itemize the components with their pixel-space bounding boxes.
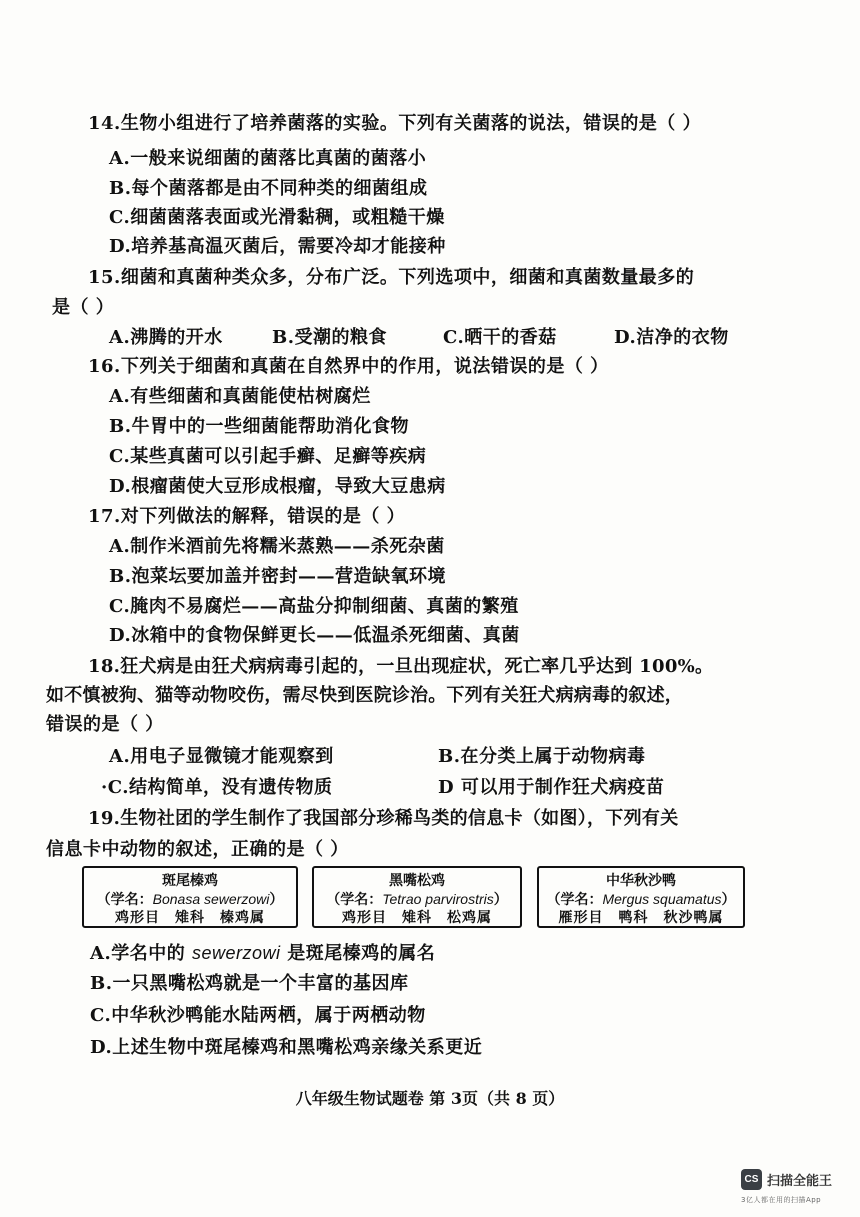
card-bird-name: 中华秋沙鸭 [606,873,676,889]
q14-option-c: C.细菌菌落表面或光滑黏稠，或粗糙干燥 [109,207,445,228]
q18-option-b: B.在分类上属于动物病毒 [438,746,646,767]
card-bird-name: 斑尾榛鸡 [162,873,218,889]
q18-option-d: D 可以用于制作狂犬病疫苗 [438,777,665,798]
card-taxonomy: 鸡形目 雉科 松鸡属 [342,910,492,926]
q17-option-b: B.泡菜坛要加盖并密封——营造缺氧环境 [109,566,446,587]
q18-option-a: A.用电子显微镜才能观察到 [109,746,334,767]
q17-option-d: D.冰箱中的食物保鲜更长——低温杀死细菌、真菌 [109,625,520,646]
q19-option-c: C.中华秋沙鸭能水陆两栖，属于两栖动物 [90,1005,426,1026]
q14-option-a: A.一般来说细菌的菌落比真菌的菌落小 [109,148,427,169]
watermark-app-name: 扫描全能王 [767,1174,833,1189]
q17-stem: 17.对下列做法的解释，错误的是（ ） [88,506,406,527]
q18-stem-line1: 18.狂犬病是由狂犬病病毒引起的，一旦出现症状，死亡率几乎达到 100%。 [88,656,714,677]
q16-option-c: C.某些真菌可以引起手癣、足癣等疾病 [109,446,427,467]
q18-stem-line3: 错误的是（ ） [46,714,164,735]
q16-option-a: A.有些细菌和真菌能使枯树腐烂 [109,386,371,407]
q17-option-c: C.腌肉不易腐烂——高盐分抑制细菌、真菌的繁殖 [109,596,519,617]
q14-option-d: D.培养基高温灭菌后，需要冷却才能接种 [109,236,446,257]
q17-option-a: A.制作米酒前先将糯米蒸熟——杀死杂菌 [109,536,445,557]
q16-option-d: D.根瘤菌使大豆形成根瘤，导致大豆患病 [109,476,446,497]
info-card-mergus [537,866,745,928]
page-footer: 八年级生物试题卷 第 3页（共 8 页） [295,1089,565,1108]
card-scientific-name: （学名：Bonasa sewerzowi） [96,891,284,908]
info-card-bonasa [82,866,298,928]
q16-option-b: B.牛胃中的一些细菌能帮助消化食物 [109,416,409,437]
q14-option-b: B.每个菌落都是由不同种类的细菌组成 [109,178,428,199]
card-scientific-name: （学名：Mergus squamatus） [546,891,736,908]
q15-option-c: C.晒干的香菇 [443,327,557,348]
q18-stem-line2: 如不慎被狗、猫等动物咬伤，需尽快到医院诊治。下列有关狂犬病病毒的叙述， [46,685,683,706]
q14-stem: 14.生物小组进行了培养菌落的实验。下列有关菌落的说法，错误的是（ ） [88,113,702,134]
q15-option-b: B.受潮的粮食 [272,327,387,348]
card-taxonomy: 鸡形目 雉科 榛鸡属 [115,910,265,926]
q19-stem-line2: 信息卡中动物的叙述，正确的是（ ） [46,839,349,860]
card-bird-name: 黑嘴松鸡 [389,873,445,889]
q19-option-b: B.一只黑嘴松鸡就是一个丰富的基因库 [90,973,409,994]
q19-stem-line1: 19.生物社团的学生制作了我国部分珍稀鸟类的信息卡（如图），下列有关 [88,808,679,829]
camscanner-logo-icon: CS [741,1169,762,1190]
q15-stem-line1: 15.细菌和真菌种类众多，分布广泛。下列选项中，细菌和真菌数量最多的 [88,267,695,288]
q19-option-a: A.学名中的 sewerzowi 是斑尾榛鸡的属名 [90,943,436,964]
info-card-tetrao [312,866,522,928]
card-scientific-name: （学名：Tetrao parvirostris） [326,891,508,908]
q16-stem: 16.下列关于细菌和真菌在自然界中的作用，说法错误的是（ ） [88,356,609,377]
q19-option-d: D.上述生物中斑尾榛鸡和黑嘴松鸡亲缘关系更近 [90,1037,483,1058]
q15-option-d: D.洁净的衣物 [614,327,729,348]
card-taxonomy: 雁形目 鸭科 秋沙鸭属 [558,910,724,926]
q15-stem-line2: 是（ ） [52,297,115,318]
q15-option-a: A.沸腾的开水 [109,327,223,348]
watermark-tagline: 3亿人都在用的扫描App [741,1196,822,1204]
q18-option-c: ·C.结构简单，没有遗传物质 [101,777,333,798]
